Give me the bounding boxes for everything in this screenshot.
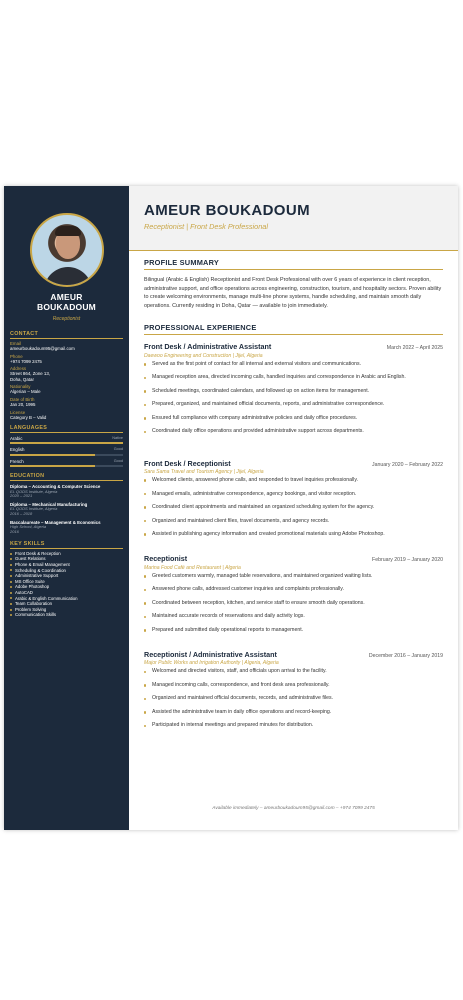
contact-label: Date of Birth [10,396,35,402]
language-level: Native [112,435,123,440]
summary-text: Bilingual (Arabic & English) Receptionist and Front Desk Professional with over 6 years of experience in client reception, administrative support, and office operations across engineering, construction, tourism, and hospitality sectors. Proven ability to create welcoming environments, manage multi-line phone systems, handle scheduling, and maintain smooth daily operations. Currently residing in Doha, Qatar — available to join immediately. [144,277,442,309]
bullet-icon [10,614,12,616]
job-company: Marina Food Café and Restaurant | Algeria [144,564,241,571]
duty-item [144,361,443,368]
duty-item [144,491,443,498]
bullet-icon [10,597,12,599]
skill-label: Communication Skills [15,612,57,618]
summary-heading: PROFILE SUMMARY [144,258,443,270]
language-name: French [10,458,24,464]
bullet-icon [144,533,146,535]
contact-heading: CONTACT [10,331,123,339]
skill-label: Scheduling & Coordination [15,567,66,573]
language-bar [10,454,123,456]
job-company: Daewoo Engineering and Construction | Jijel, Algeria [144,352,263,359]
bullet-icon [144,390,146,392]
education-school: High School, Algeria [10,524,47,530]
duty-item [144,428,443,435]
education-years: 2016 – 2018 [10,511,33,517]
duty-text: Answered phone calls, addressed customer inquiries and complaints professionally. [152,586,344,593]
page-subtitle: Receptionist | Front Desk Professional [144,222,268,231]
language-bar [10,465,123,467]
duty-text: Assisted in publishing agency information and created promotional materials using Adobe Photoshop. [152,531,385,538]
bullet-icon [10,575,12,577]
duty-text: Scheduled meetings, coordinated calendars, and followed up on action items for management. [152,387,370,394]
duty-item [144,709,443,716]
skill-label: MS Office Suite [15,578,45,584]
contact-list [10,341,123,420]
education-item [10,502,123,517]
job-dates: December 2016 – January 2019 [368,652,443,659]
bullet-icon [144,711,146,713]
bullet-icon [10,569,12,571]
job-entry [144,342,443,435]
bullet-icon [144,493,146,495]
experience-list [144,342,443,729]
language-bar-fill [10,454,95,456]
skill-label: Problem Solving [15,606,47,612]
language-row [10,447,123,452]
languages-heading: LANGUAGES [10,425,123,433]
job-company: Sara Sama Travel and Tourism Agency | Jijel, Algeria [144,469,264,476]
job-entry [144,554,443,634]
contact-label: Address [10,366,27,372]
bullet-icon [144,431,146,433]
duty-text: Maintained accurate records of reservations and daily activity logs. [152,613,305,620]
bullet-icon [10,558,12,560]
bullet-icon [10,609,12,611]
duty-item [144,722,443,729]
duty-item [144,374,443,381]
skill-label: Phone & Email Management [15,562,70,568]
job-entry [144,650,443,730]
bullet-icon [144,363,146,365]
sidebar-name: AMEUR BOUKADOUM [37,292,96,312]
contact-value: Jan 20, 1995 [10,401,36,407]
bullet-icon [144,616,146,618]
contact-label: Phone [10,353,23,359]
contact-value: Algerian – Male [10,389,41,395]
bullet-icon [144,671,146,673]
language-bar-fill [10,442,123,444]
language-level: Good [113,447,123,452]
duty-item [144,627,443,634]
education-school: EL QODS Institute, Algeria [10,488,58,494]
job-title: Front Desk / Receptionist [144,458,231,468]
job-duties [144,668,443,729]
education-item [10,520,123,535]
bullet-icon [144,575,146,577]
duty-item [144,531,443,538]
skill-label: AutoCAD [15,590,33,596]
bullet-icon [144,479,146,481]
bullet-icon [10,581,12,583]
contact-value: +974 7099 2475 [10,358,42,364]
duty-text: Participated in internal meetings and prepared minutes for distribution. [152,722,314,729]
bullet-icon [144,506,146,508]
education-school: EL QODS Institute, Algeria [10,506,58,512]
duty-text: Ensured full compliance with company administrative policies and daily office procedures. [152,414,358,421]
duty-item [144,477,443,484]
contact-label: Nationality [10,384,31,390]
bullet-icon [144,520,146,522]
language-bar-fill [10,465,95,467]
duty-item [144,518,443,525]
bullet-icon [10,564,12,566]
duty-text: Coordinated client appointments and maintained an organized scheduling system for the agency. [152,504,375,511]
job-title: Receptionist / Administrative Assistant [144,649,277,659]
contact-label: License [10,409,26,415]
page-title: AMEUR BOUKADOUM [144,202,310,219]
bullet-icon [10,592,12,594]
bullet-icon [144,417,146,419]
duty-text: Managed incoming calls, correspondence, and front desk area professionally. [152,681,330,688]
language-item [10,459,123,468]
duty-item [144,682,443,689]
duty-text: Managed emails, administrative correspondence, agency bookings, and visitor reception. [152,490,357,497]
job-header [144,342,443,351]
skill-label: Administrative Support [15,573,59,579]
language-name: Arabic [10,435,23,441]
experience-heading: PROFESSIONAL EXPERIENCE [144,323,443,335]
job-dates: January 2020 – February 2022 [372,461,443,468]
footer-contact: Available immediately – ameurboukadoum95@gmail.com – +974 7099 2475 [212,806,375,811]
skills-heading: KEY SKILLS [10,541,123,549]
duty-text: Welcomed clients, answered phone calls, and responded to travel inquiries professionally. [152,477,358,484]
language-row [10,459,123,464]
skill-item [10,612,123,618]
duty-text: Coordinated daily office operations and provided administrative support across departments. [152,428,364,435]
bullet-icon [144,629,146,631]
bullet-icon [144,589,146,591]
bullet-icon [10,553,12,555]
education-heading: EDUCATION [10,473,123,481]
job-header [144,554,443,563]
skill-label: Team Collaboration [15,601,53,607]
duty-item [144,388,443,395]
contact-value: Category B – Valid [10,414,47,420]
duty-text: Welcomed and directed visitors, staff, and officials upon arrival to the facility. [152,668,327,675]
main-content [129,186,458,830]
resume-page [4,186,458,830]
bullet-icon [144,602,146,604]
duty-item [144,600,443,607]
header-banner [129,186,458,251]
job-dates: February 2019 – January 2020 [372,557,443,564]
skill-label: Front Desk & Reception [15,550,61,556]
job-duties [144,477,443,538]
job-dates: March 2022 – April 2025 [386,345,443,352]
profile-photo [30,213,104,287]
job-header [144,650,443,659]
duty-item [144,401,443,408]
bullet-icon [144,684,146,686]
education-title: Diploma – Mechanical Manufacturing [10,502,88,508]
job-entry [144,459,443,539]
job-title: Receptionist [144,554,188,564]
bullet-icon [144,698,146,700]
contact-label: Email [10,341,21,347]
duty-text: Organized and maintained official documents, records, and administrative files. [152,695,333,702]
sidebar-role: Receptionist [52,316,81,322]
skill-label: Adobe Photoshop [15,584,50,590]
duty-text: Organized and maintained client files, travel documents, and agency records. [152,517,330,524]
job-company: Major Public Works and Irrigation Authority | Algeria, Algeria [144,660,279,667]
duty-item [144,695,443,702]
bullet-icon [144,377,146,379]
language-name: English [10,447,25,453]
education-years: 2016 [10,529,19,535]
education-title: Baccalaureate – Management & Economics [10,520,101,526]
language-item [10,447,123,456]
duty-text: Prepared, organized, and maintained official documents, reports, and administrative correspondence. [152,401,385,408]
education-list [10,484,123,534]
job-title: Front Desk / Administrative Assistant [144,342,272,352]
education-years: 2020 – 2021 [10,493,33,499]
job-duties [144,361,443,436]
duty-text: Served as the first point of contact for all internal and external visitors and communications. [152,360,362,367]
education-item [10,484,123,499]
education-title: Diploma – Accounting & Computer Science [10,484,101,490]
duty-item [144,415,443,422]
bullet-icon [144,725,146,727]
skills-list [10,551,123,618]
duty-item [144,668,443,675]
skill-label: Arabic & English Communication [15,595,78,601]
duty-item [144,613,443,620]
job-header [144,459,443,468]
languages-list [10,436,123,468]
bullet-icon [10,603,12,605]
duty-text: Assisted the administrative team in daily office operations and record-keeping. [152,708,332,715]
duty-item [144,573,443,580]
duty-text: Prepared and submitted daily operational reports to management. [152,626,304,633]
skill-label: Guest Relations [15,556,46,562]
duty-text: Managed reception area, directed incoming calls, handled inquiries and correspondence in Arabic and English. [152,374,406,381]
language-item [10,436,123,445]
bullet-icon [144,404,146,406]
language-level: Good [113,458,123,463]
language-bar [10,442,123,444]
duty-text: Coordinated between reception, kitchen, and service staff to ensure smooth daily operations. [152,599,365,606]
bullet-icon [10,586,12,588]
language-row [10,436,123,441]
sidebar [4,186,129,830]
duty-item [144,586,443,593]
contact-value: ameurboukadoum95@gmail.com [10,346,75,352]
duty-text: Greeted customers warmly, managed table reservations, and maintained organized waiting lists. [152,572,373,579]
job-duties [144,573,443,634]
contact-value: Street 864, Zone 13, Doha, Qatar [10,371,51,382]
duty-item [144,504,443,511]
